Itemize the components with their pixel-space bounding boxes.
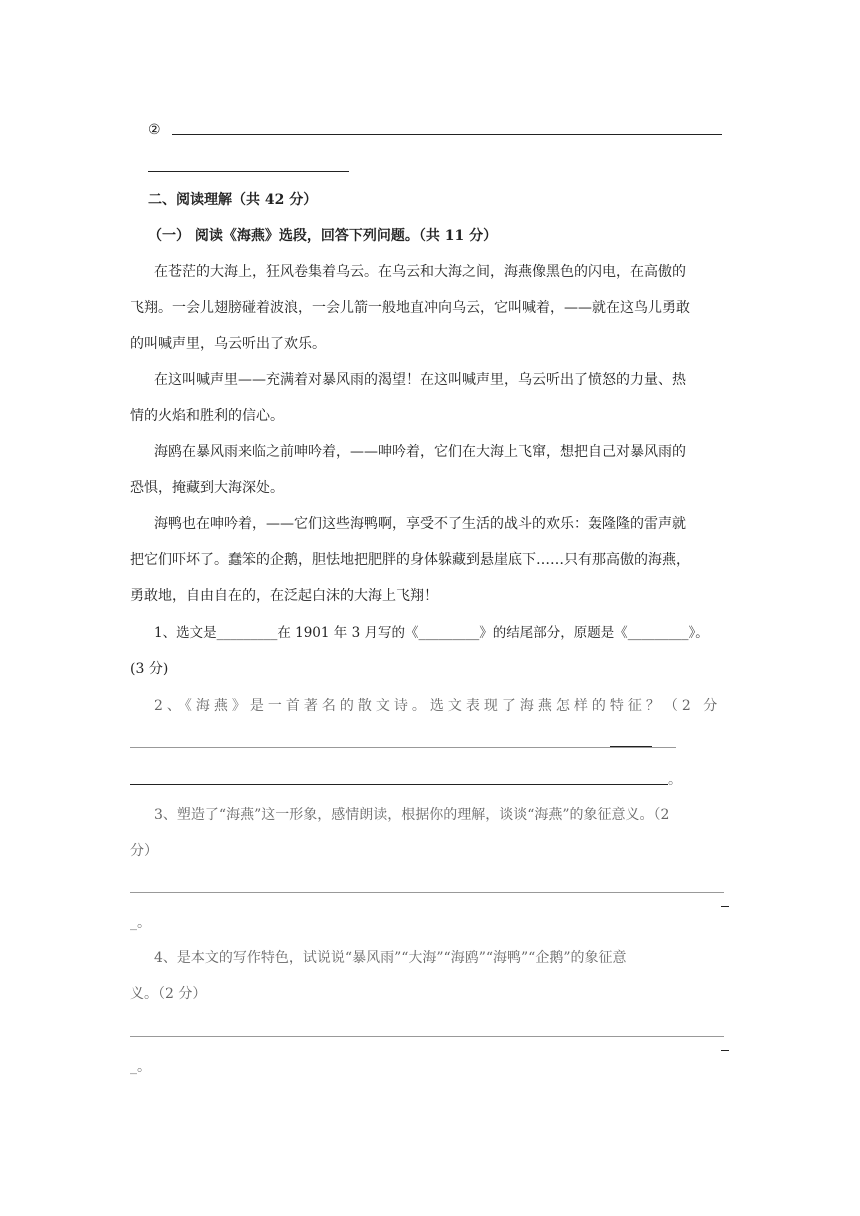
- passage-line: 海鸭也在呻吟着，——它们这些海鸭啊，享受不了生活的战斗的欢乐：轰隆隆的雷声就: [154, 516, 686, 532]
- question-2-answer-line[interactable]: [130, 747, 676, 748]
- passage-line: 在这叫喊声里——充满着对暴风雨的渴望！在这叫喊声里，乌云听出了愤怒的力量、热: [154, 372, 686, 388]
- question-4-end: _。: [130, 1059, 151, 1075]
- question-2-end: 。: [668, 772, 682, 788]
- passage-line: 情的火焰和胜利的信心。: [130, 408, 284, 424]
- answer-blank-line-continued: [148, 171, 349, 172]
- question-2-answer-line-mark: [610, 746, 652, 747]
- passage-line: 在苍茫的大海上，狂风卷集着乌云。在乌云和大海之间，海燕像黑色的闪电，在高傲的: [154, 264, 686, 280]
- question-3-score: 分）: [130, 843, 158, 859]
- question-4-line-end: [721, 1050, 729, 1051]
- question-1-score: (3 分): [130, 661, 169, 677]
- passage-line: 勇敢地，自由自在的，在泛起白沫的大海上飞翔！: [130, 588, 438, 604]
- passage-line: 海鸥在暴风雨来临之前呻吟着，——呻吟着，它们在大海上飞窜，想把自己对暴风雨的: [154, 444, 686, 460]
- question-2: 2、《海燕》是一首著名的散文诗。选文表现了海燕怎样的特征？（2 分: [154, 698, 722, 714]
- part-heading: （一） 阅读《海燕》选段，回答下列问题。（共 11 分）: [148, 228, 498, 244]
- question-4-answer-line[interactable]: [130, 1036, 724, 1037]
- question-3-line-end: [721, 906, 729, 907]
- question-1: 1、选文是_________在 1901 年 3 月写的《_________》的结尾部分，原题是《_________》。: [154, 625, 709, 641]
- question-3-answer-line[interactable]: [130, 892, 724, 893]
- passage-line: 的叫喊声里，乌云听出了欢乐。: [130, 336, 326, 352]
- passage-line: 把它们吓坏了。蠢笨的企鹅，胆怯地把肥胖的身体躲藏到悬崖底下……只有那高傲的海燕，: [130, 552, 690, 568]
- answer-marker: ②: [148, 122, 161, 138]
- question-4-score: 义。（2 分）: [130, 986, 207, 1002]
- question-4: 4、是本文的写作特色，试说说“暴风雨”“大海”“海鸥”“海鸭”“企鹅”的象征意: [154, 950, 627, 966]
- passage-line: 飞翔。一会儿翅膀碰着波浪，一会儿箭一般地直冲向乌云，它叫喊着，——就在这鸟儿勇敢: [130, 300, 690, 316]
- passage-line: 恐惧，掩藏到大海深处。: [130, 480, 284, 496]
- section-heading: 二、阅读理解（共 42 分）: [148, 192, 318, 208]
- question-2-answer-line-2[interactable]: [130, 784, 668, 785]
- question-3: 3、塑造了“海燕”这一形象，感情朗读，根据你的理解，谈谈“海燕”的象征意义。（2: [154, 807, 670, 823]
- question-3-end: _。: [130, 915, 151, 931]
- answer-blank-line: [172, 134, 722, 135]
